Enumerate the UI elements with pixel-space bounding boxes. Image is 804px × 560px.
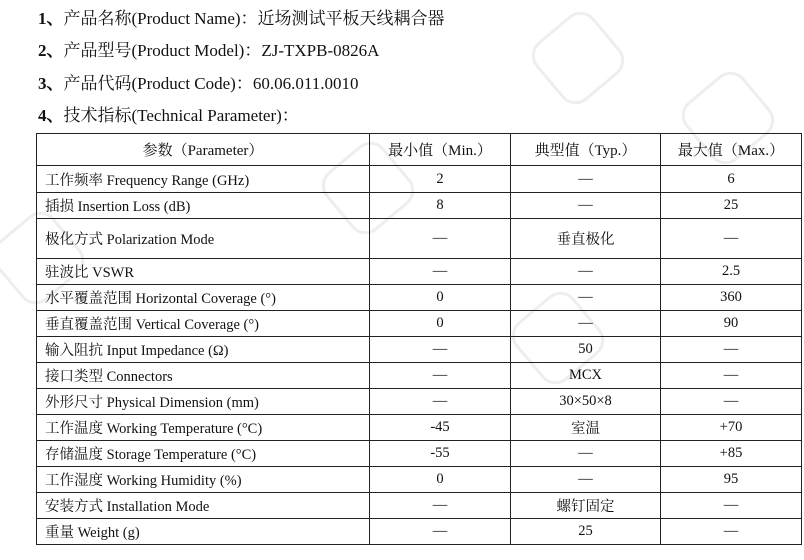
table-row <box>37 519 802 545</box>
value-cell: — <box>511 311 661 337</box>
info-line <box>38 69 358 94</box>
value-cell: — <box>511 259 661 285</box>
info-line <box>38 36 379 61</box>
value-cell: 0 <box>370 285 511 311</box>
table-row <box>37 441 802 467</box>
parameter-cell: 重量 Weight (g) <box>37 519 370 545</box>
value-cell: 0 <box>370 311 511 337</box>
parameter-cell: 接口类型 Connectors <box>37 363 370 389</box>
value-cell: — <box>511 467 661 493</box>
table-row <box>37 285 802 311</box>
column-header: 最小值（Min.） <box>370 134 511 166</box>
value-cell: — <box>370 389 511 415</box>
value-cell: -55 <box>370 441 511 467</box>
info-value: 60.06.011.0010 <box>252 74 359 93</box>
value-cell: 垂直极化 <box>511 219 661 259</box>
value-cell: — <box>370 493 511 519</box>
parameter-cell: 输入阻抗 Input Impedance (Ω) <box>37 337 370 363</box>
value-cell: 2 <box>370 166 511 193</box>
table-row <box>37 389 802 415</box>
spec-table <box>36 133 802 545</box>
info-line <box>38 4 445 29</box>
value-cell: 螺钉固定 <box>511 493 661 519</box>
table-row <box>37 219 802 259</box>
value-cell: -45 <box>370 415 511 441</box>
value-cell: 30×50×8 <box>511 389 661 415</box>
info-num: 3、 <box>38 74 64 93</box>
table-row <box>37 193 802 219</box>
value-cell: MCX <box>511 363 661 389</box>
value-cell: 360 <box>661 285 802 311</box>
value-cell: — <box>370 337 511 363</box>
value-cell: 50 <box>511 337 661 363</box>
parameter-cell: 存储温度 Storage Temperature (°C) <box>37 441 370 467</box>
value-cell: +85 <box>661 441 802 467</box>
table-row <box>37 337 802 363</box>
table-row <box>37 259 802 285</box>
parameter-cell: 安装方式 Installation Mode <box>37 493 370 519</box>
parameter-cell: 水平覆盖范围 Horizontal Coverage (°) <box>37 285 370 311</box>
value-cell: 95 <box>661 467 802 493</box>
value-cell: — <box>661 219 802 259</box>
value-cell: — <box>511 285 661 311</box>
column-header: 典型值（Typ.） <box>511 134 661 166</box>
value-cell: 25 <box>511 519 661 545</box>
value-cell: — <box>370 363 511 389</box>
table-row <box>37 363 802 389</box>
parameter-cell: 工作频率 Frequency Range (GHz) <box>37 166 370 193</box>
value-cell: 6 <box>661 166 802 193</box>
watermark <box>524 4 631 111</box>
parameter-cell: 工作湿度 Working Humidity (%) <box>37 467 370 493</box>
table-row <box>37 311 802 337</box>
value-cell: — <box>661 389 802 415</box>
value-cell: — <box>661 337 802 363</box>
value-cell: 8 <box>370 193 511 219</box>
info-value: ZJ-TXPB-0826A <box>261 41 380 60</box>
value-cell: — <box>511 441 661 467</box>
value-cell: 90 <box>661 311 802 337</box>
value-cell: — <box>370 519 511 545</box>
value-cell: +70 <box>661 415 802 441</box>
value-cell: — <box>511 193 661 219</box>
table-row <box>37 415 802 441</box>
info-label: 产品名称(Product Name)： <box>63 9 258 28</box>
value-cell: — <box>370 219 511 259</box>
value-cell: — <box>370 259 511 285</box>
value-cell: — <box>511 166 661 193</box>
value-cell: — <box>661 493 802 519</box>
parameter-cell: 工作温度 Working Temperature (°C) <box>37 415 370 441</box>
info-num: 4、 <box>38 106 64 125</box>
info-label: 技术指标(Technical Parameter)： <box>63 106 299 125</box>
parameter-cell: 外形尺寸 Physical Dimension (mm) <box>37 389 370 415</box>
info-value: 近场测试平板天线耦合器 <box>257 9 445 28</box>
value-cell: — <box>661 519 802 545</box>
column-header: 参数（Parameter） <box>37 134 370 166</box>
info-line <box>38 101 299 126</box>
parameter-cell: 垂直覆盖范围 Vertical Coverage (°) <box>37 311 370 337</box>
value-cell: — <box>661 363 802 389</box>
table-row <box>37 166 802 193</box>
parameter-cell: 极化方式 Polarization Mode <box>37 219 370 259</box>
info-num: 1、 <box>38 9 64 28</box>
info-num: 2、 <box>38 41 64 60</box>
value-cell: 2.5 <box>661 259 802 285</box>
table-row <box>37 493 802 519</box>
column-header: 最大值（Max.） <box>661 134 802 166</box>
value-cell: 室温 <box>511 415 661 441</box>
parameter-cell: 驻波比 VSWR <box>37 259 370 285</box>
table-row <box>37 467 802 493</box>
info-label: 产品代码(Product Code)： <box>63 74 253 93</box>
parameter-cell: 插损 Insertion Loss (dB) <box>37 193 370 219</box>
value-cell: 25 <box>661 193 802 219</box>
info-label: 产品型号(Product Model)： <box>63 41 262 60</box>
value-cell: 0 <box>370 467 511 493</box>
